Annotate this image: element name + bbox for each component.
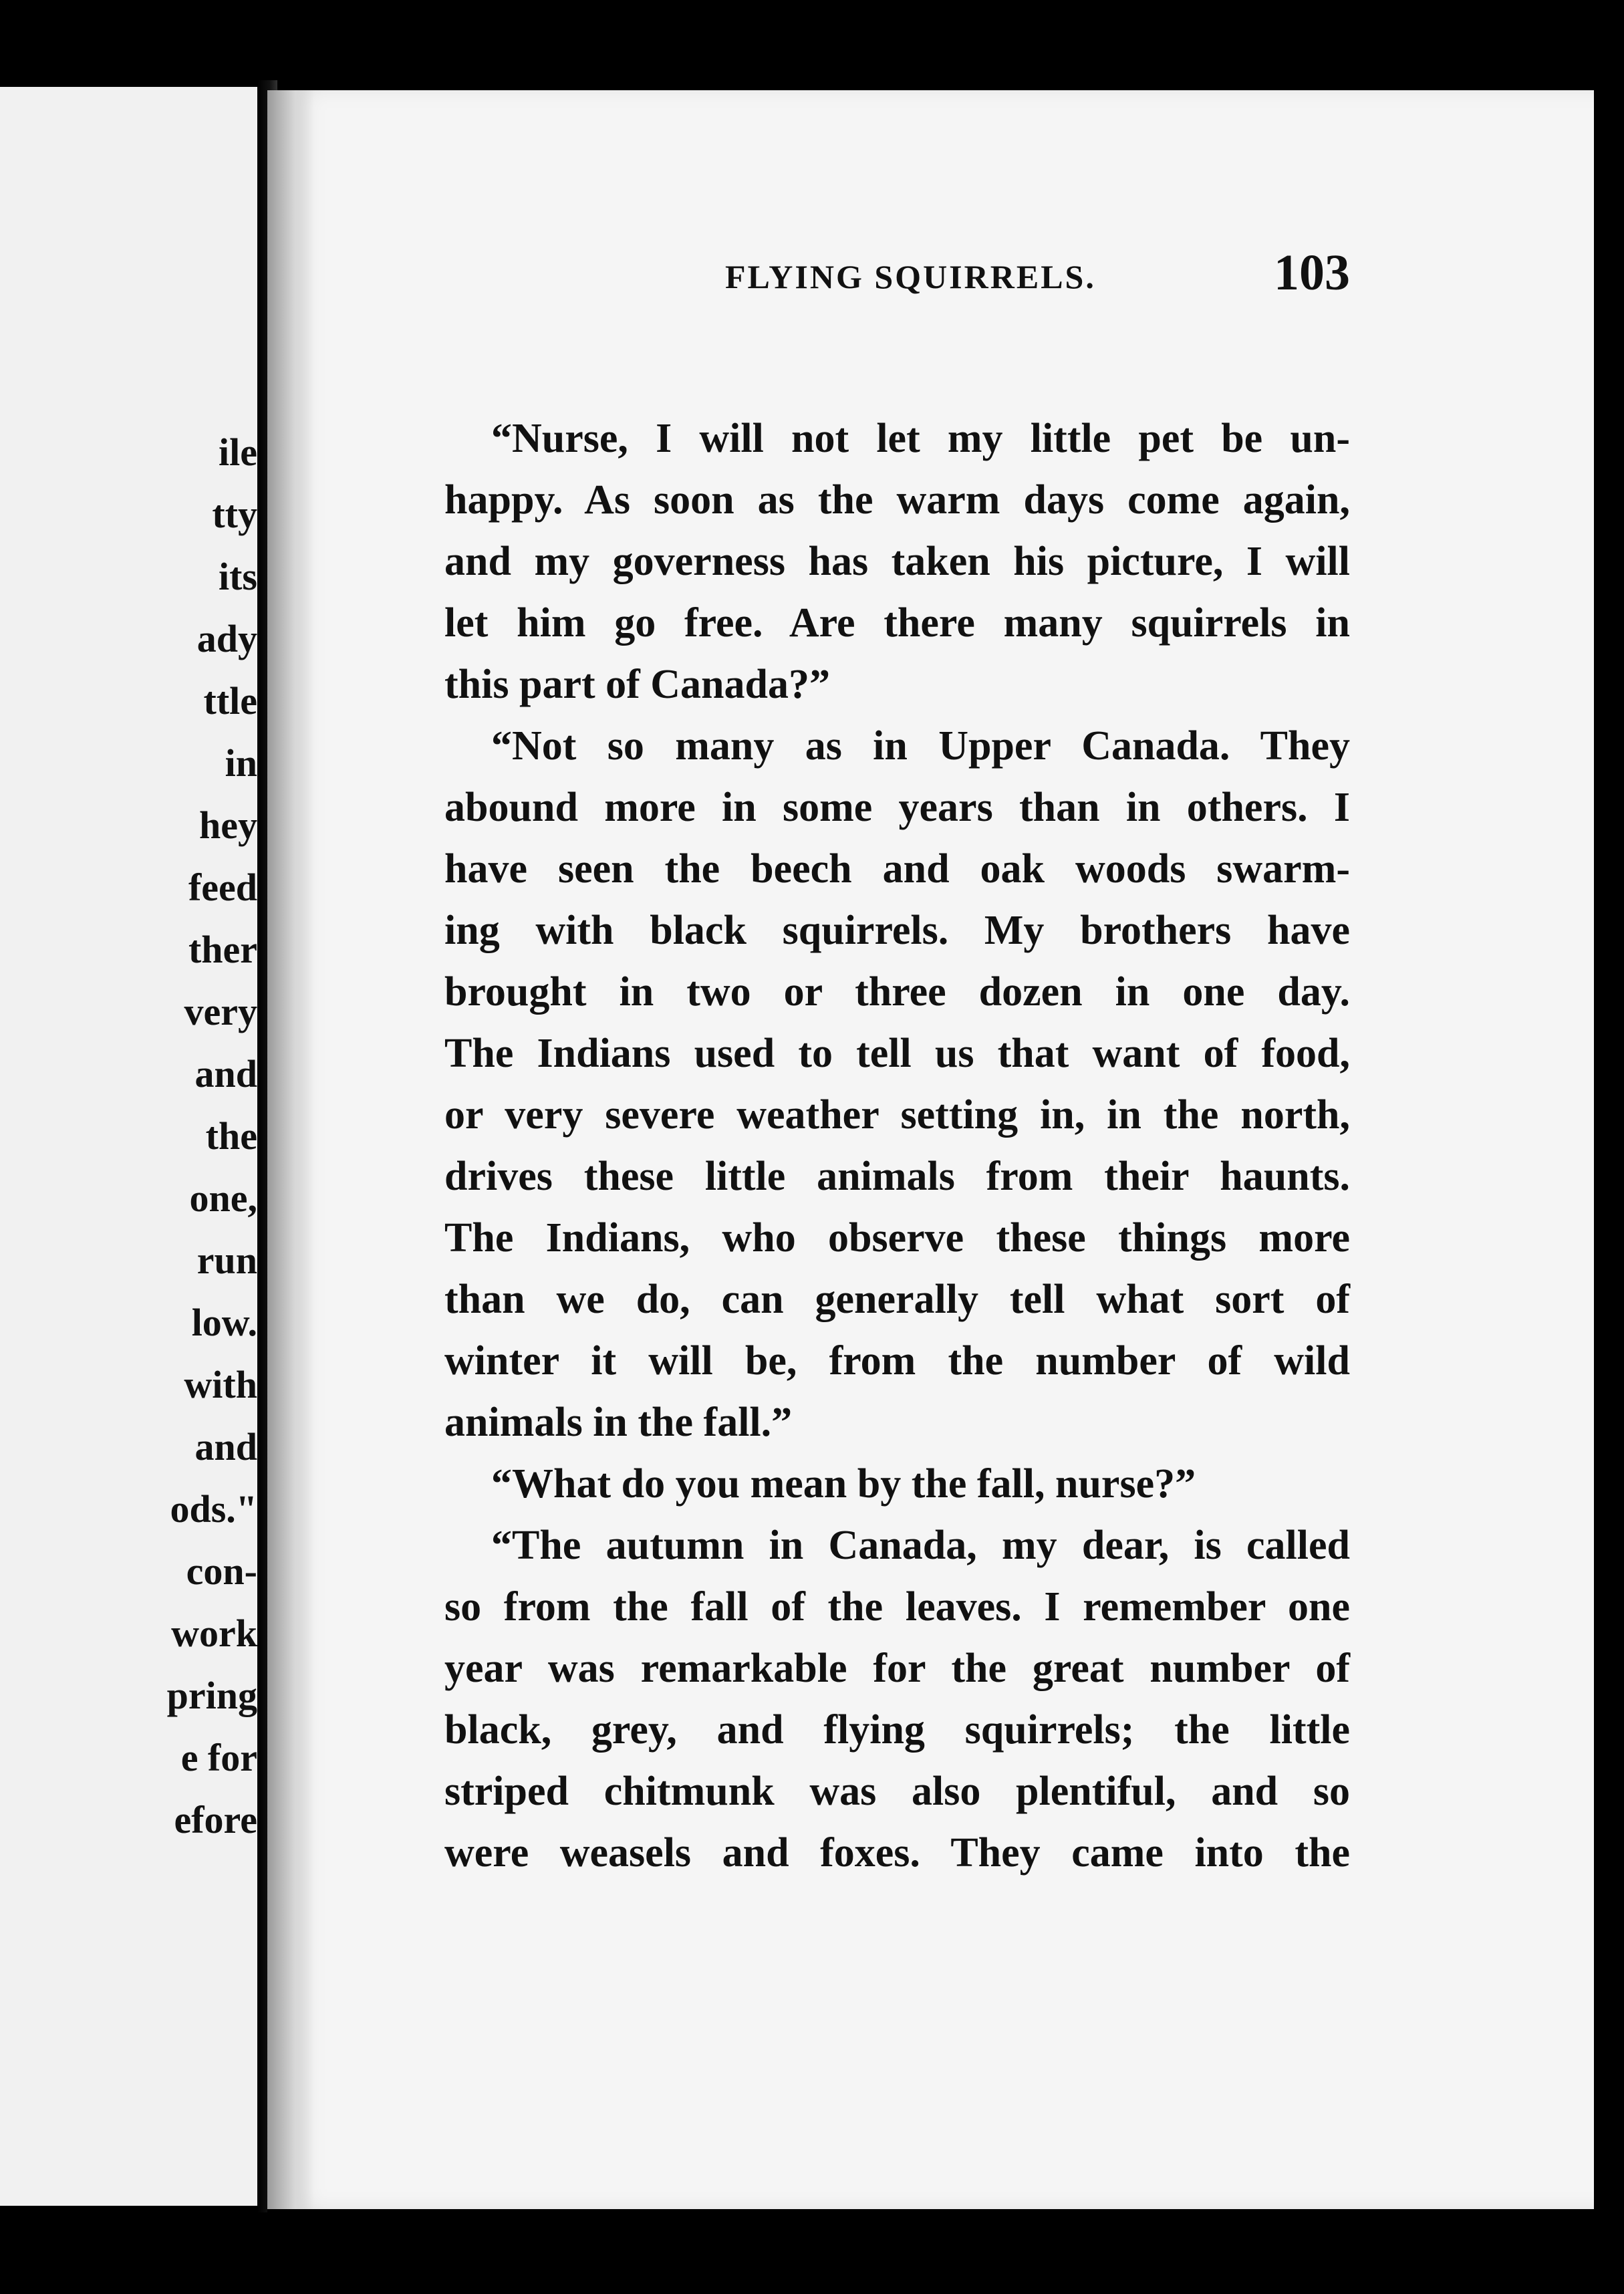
left-line: in bbox=[225, 741, 257, 785]
text-line: so from the fall of the leaves. I remember one bbox=[444, 1584, 1350, 1630]
left-line: hey bbox=[199, 803, 257, 847]
text-line: happy. As soon as the warm days come again, bbox=[444, 477, 1350, 523]
running-title: FLYING SQUIRRELS. bbox=[725, 258, 1096, 295]
bottom-edge bbox=[267, 2209, 1604, 2294]
left-line: with bbox=[184, 1363, 257, 1406]
text-line: “What do you mean by the fall, nurse?” bbox=[491, 1461, 1196, 1507]
text-line: “The autumn in Canada, my dear, is called bbox=[491, 1523, 1350, 1568]
text-line: The Indians used to tell us that want of food, bbox=[444, 1031, 1350, 1076]
running-head bbox=[451, 244, 1350, 311]
text-line: year was remarkable for the great number of bbox=[444, 1646, 1350, 1691]
left-line: con- bbox=[186, 1549, 257, 1593]
left-line: ttle bbox=[203, 679, 257, 723]
left-line: and bbox=[194, 1052, 257, 1096]
text-line: black, grey, and flying squirrels; the little bbox=[444, 1707, 1350, 1753]
left-page-text bbox=[0, 421, 257, 1851]
left-line: pring bbox=[166, 1674, 257, 1717]
text-line: brought in two or three dozen in one day. bbox=[444, 969, 1350, 1015]
text-line: and my governess has taken his picture, I will bbox=[444, 539, 1350, 584]
text-line: striped chitmunk was also plentiful, and so bbox=[444, 1769, 1350, 1814]
left-line: ady bbox=[196, 617, 257, 660]
left-line: ther bbox=[188, 928, 257, 971]
left-line: ile bbox=[219, 430, 257, 474]
left-line: run bbox=[196, 1239, 257, 1282]
text-line: animals in the fall.” bbox=[444, 1400, 793, 1445]
text-line: winter it will be, from the number of wild bbox=[444, 1338, 1350, 1384]
text-line: let him go free. Are there many squirrels in bbox=[444, 600, 1350, 646]
left-line: ods." bbox=[170, 1487, 257, 1531]
left-line: feed bbox=[188, 866, 257, 909]
left-line: work bbox=[171, 1612, 257, 1655]
text-line: drives these little animals from their haunts. bbox=[444, 1154, 1350, 1199]
left-line: its bbox=[219, 555, 257, 598]
left-page bbox=[0, 87, 257, 2206]
body-text bbox=[444, 408, 1350, 1884]
text-line: or very severe weather setting in, in the north, bbox=[444, 1092, 1350, 1138]
text-line: were weasels and foxes. They came into the bbox=[444, 1830, 1350, 1876]
left-line: low. bbox=[191, 1301, 257, 1344]
text-line: ing with black squirrels. My brothers have bbox=[444, 908, 1350, 953]
text-line: “Nurse, I will not let my little pet be un- bbox=[491, 416, 1350, 461]
left-line: efore bbox=[174, 1798, 257, 1841]
page-gutter-shadow bbox=[267, 90, 314, 2209]
left-line: very bbox=[184, 990, 257, 1033]
left-line: and bbox=[194, 1425, 257, 1469]
left-line: the bbox=[205, 1114, 257, 1158]
text-line: “Not so many as in Upper Canada. They bbox=[491, 723, 1350, 769]
text-line: abound more in some years than in others. I bbox=[444, 785, 1350, 830]
left-line: tty bbox=[212, 493, 257, 536]
left-line: e for bbox=[180, 1736, 257, 1779]
text-line: have seen the beech and oak woods swarm- bbox=[444, 846, 1350, 892]
text-line: than we do, can generally tell what sort of bbox=[444, 1277, 1350, 1322]
text-line: The Indians, who observe these things more bbox=[444, 1215, 1350, 1261]
page-number: 103 bbox=[1274, 245, 1350, 301]
left-line: one, bbox=[189, 1176, 257, 1220]
text-line: this part of Canada?” bbox=[444, 662, 831, 707]
